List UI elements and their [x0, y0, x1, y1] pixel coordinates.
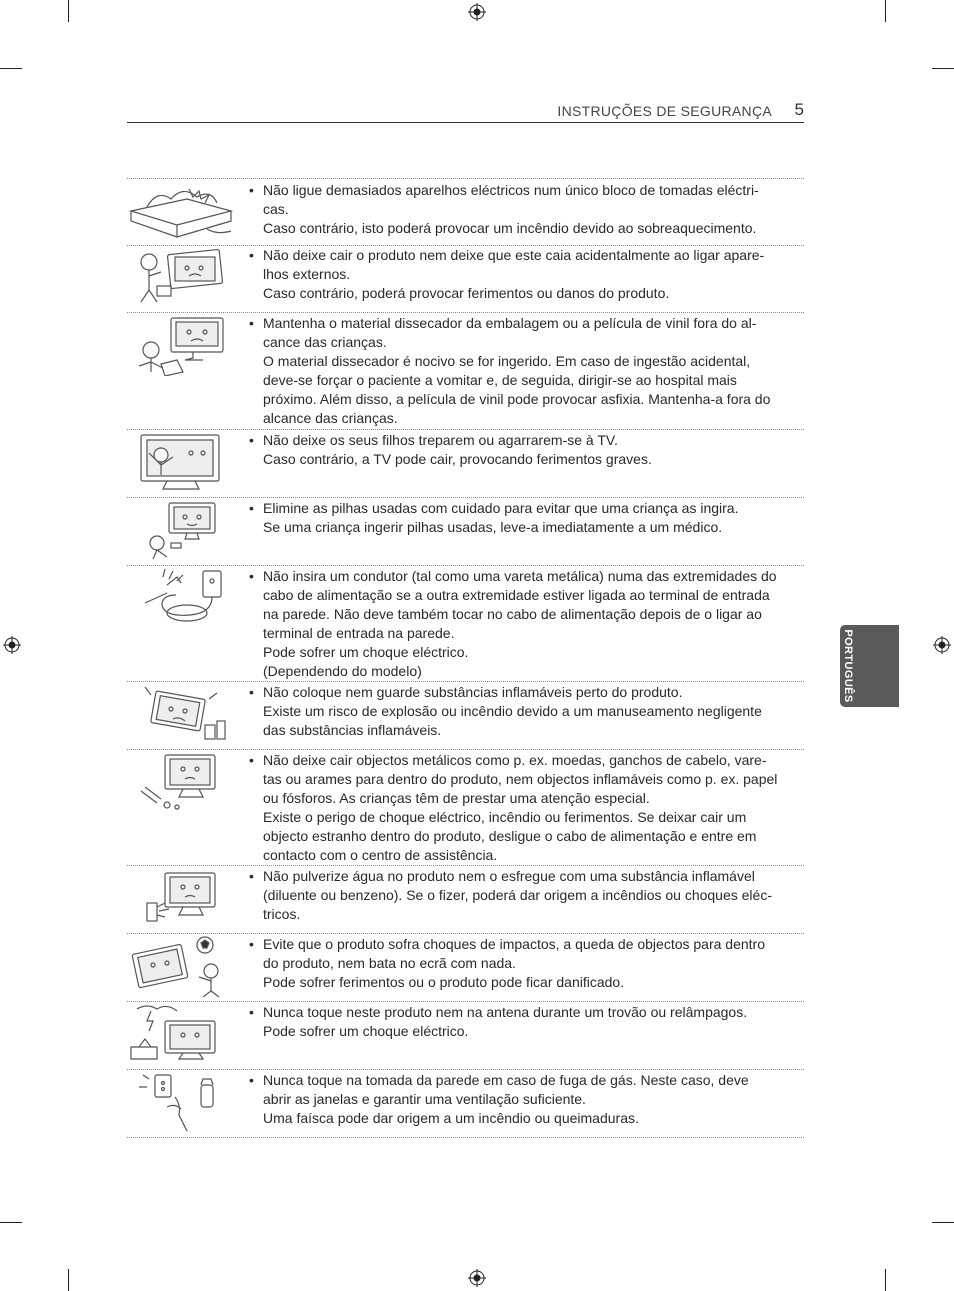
instruction-text [249, 935, 789, 992]
list-item [127, 312, 804, 430]
language-tab-label: PORTUGUÊS [842, 629, 854, 703]
child-swallowing-battery-icon [127, 499, 235, 561]
crop-mark [885, 1269, 886, 1291]
child-plastic-bag-icon [127, 314, 235, 376]
water-spray-tv-icon [127, 867, 235, 929]
text-line: Não deixe cair objectos metálicos como p. ex. moedas, ganchos de cabelo, vare- [263, 752, 767, 768]
crop-mark [0, 68, 22, 69]
metal-objects-into-tv-icon [127, 751, 235, 813]
tv-falling-child-icon [127, 246, 235, 308]
text-line: tas ou arames para dentro do produto, nem objectos inflamáveis como p. ex. papel [263, 771, 778, 788]
page-number: 5 [794, 100, 804, 119]
list-item [127, 565, 804, 682]
bullet-icon: • [249, 247, 254, 263]
text-line: Nunca toque na tomada da parede em caso de fuga de gás. Neste caso, deve [263, 1072, 749, 1088]
list-item [127, 429, 804, 498]
text-line: terminal de entrada na parede. [263, 625, 455, 642]
bullet-icon: • [249, 182, 254, 198]
text-line: cance das crianças. [263, 334, 387, 351]
text-line: (diluente ou benzeno). Se o fizer, poderá dar origem a incêndios ou choques eléc- [263, 887, 772, 904]
text-line: Pode sofrer ferimentos ou o produto pode ficar danificado. [263, 974, 625, 991]
text-line: Elimine as pilhas usadas com cuidado para evitar que uma criança as ingira. [263, 500, 739, 516]
ball-hitting-tv-icon [127, 935, 235, 997]
crop-mark [932, 1222, 954, 1223]
bullet-icon: • [249, 568, 254, 584]
text-line: na parede. Não deve também tocar no cabo de alimentação depois de o ligar ao [263, 606, 762, 623]
bullet-icon: • [249, 752, 254, 768]
text-line: Se uma criança ingerir pilhas usadas, leve-a imediatamente a um médico. [263, 519, 723, 536]
list-item [127, 1001, 804, 1070]
instruction-text [249, 683, 789, 740]
list-item [127, 497, 804, 566]
bullet-icon: • [249, 432, 254, 448]
registration-mark-icon [468, 3, 486, 21]
text-line: Não insira um condutor (tal como uma vareta metálica) numa das extremidades do [263, 568, 777, 584]
bullet-icon: • [249, 500, 254, 516]
instruction-text [249, 567, 789, 682]
text-line: cabo de alimentação se a outra extremidade estiver ligada ao terminal de entrada [263, 587, 770, 604]
text-line: cas. [263, 201, 289, 218]
crop-mark [0, 1222, 22, 1223]
lightning-storm-tv-icon [127, 1003, 235, 1065]
bullet-icon: • [249, 1004, 254, 1020]
list-item [127, 865, 804, 934]
text-line: Caso contrário, a TV pode cair, provocando ferimentos graves. [263, 451, 652, 468]
text-line: Evite que o produto sofra choques de impactos, a queda de objectos para dentro [263, 936, 766, 952]
text-line: Existe um risco de explosão ou incêndio devido a um manuseamento negligente [263, 703, 762, 720]
instruction-text [249, 751, 789, 866]
registration-mark-icon [933, 636, 951, 654]
bullet-icon: • [249, 868, 254, 884]
text-line: Não coloque nem guarde substâncias inflamáveis perto do produto. [263, 684, 683, 700]
instruction-text [249, 1071, 789, 1128]
flammable-substances-icon [127, 683, 235, 745]
text-line: ou fósforos. As crianças têm de prestar uma atenção especial. [263, 790, 650, 807]
registration-mark-icon [3, 636, 21, 654]
list-item [127, 1069, 804, 1138]
bullet-icon: • [249, 684, 254, 700]
list-item [127, 244, 804, 313]
text-line: Caso contrário, poderá provocar ferimentos ou danos do produto. [263, 285, 670, 302]
text-line: abrir as janelas e garantir uma ventilação suficiente. [263, 1091, 586, 1108]
text-line: O material dissecador é nocivo se for ingerido. Em caso de ingestão acidental, [263, 353, 751, 370]
metal-rod-in-plug-icon [127, 567, 235, 629]
text-line: Não deixe os seus filhos treparem ou agarrarem-se à TV. [263, 432, 618, 448]
instruction-text [249, 246, 789, 303]
instruction-text [249, 867, 789, 924]
bullet-icon: • [249, 1072, 254, 1088]
text-line: do produto, nem bata no ecrã com nada. [263, 955, 516, 972]
text-line: Nunca toque neste produto nem na antena durante um trovão ou relâmpagos. [263, 1004, 748, 1020]
text-line: alcance das crianças. [263, 410, 398, 427]
text-line: Pode sofrer um choque eléctrico. [263, 1023, 469, 1040]
section-title: INSTRUÇÕES DE SEGURANÇA [557, 103, 772, 119]
text-line: Mantenha o material dissecador da embalagem ou a película de vinil fora do al- [263, 315, 757, 331]
text-line: deve-se forçar o paciente a vomitar e, de seguida, dirigir-se ao hospital mais [263, 372, 737, 389]
text-line: Caso contrário, isto poderá provocar um incêndio devido ao sobreaquecimento. [263, 220, 757, 237]
text-line: Existe o perigo de choque eléctrico, incêndio ou ferimentos. Se deixar cair um [263, 809, 747, 826]
language-tab [840, 625, 899, 707]
gas-leak-outlet-icon [127, 1071, 235, 1133]
list-item [127, 933, 804, 1002]
crop-mark [68, 1269, 69, 1291]
text-line: (Dependendo do modelo) [263, 663, 422, 680]
text-line: contacto com o centro de assistência. [263, 847, 498, 864]
list-item [127, 178, 804, 246]
instruction-text [249, 181, 789, 238]
crop-mark [68, 0, 69, 22]
text-line: Não deixe cair o produto nem deixe que este caia acidentalmente ao ligar apare- [263, 247, 765, 263]
instruction-text [249, 499, 789, 537]
page-header [127, 100, 804, 123]
crop-mark [885, 0, 886, 22]
text-line: Pode sofrer um choque eléctrico. [263, 644, 469, 661]
crop-mark [932, 68, 954, 69]
list-item [127, 749, 804, 866]
text-line: Não ligue demasiados aparelhos eléctricos num único bloco de tomadas eléctri- [263, 182, 759, 198]
text-line: Não pulverize água no produto nem o esfregue com uma substância inflamável [263, 868, 755, 884]
instruction-text [249, 314, 789, 429]
child-climbing-tv-icon [127, 431, 235, 493]
text-line: próximo. Além disso, a película de vinil pode provocar asfixia. Mantenha-a fora do [263, 391, 771, 408]
registration-mark-icon [468, 1269, 486, 1287]
instruction-text [249, 431, 789, 469]
instruction-text [249, 1003, 789, 1041]
text-line: objecto estranho dentro do produto, desligue o cabo de alimentação e entre em [263, 828, 757, 845]
text-line: tricos. [263, 906, 301, 923]
power-strip-overload-icon [127, 181, 235, 243]
bullet-icon: • [249, 315, 254, 331]
text-line: lhos externos. [263, 266, 351, 283]
bullet-icon: • [249, 936, 254, 952]
list-item [127, 681, 804, 750]
text-line: das substâncias inflamáveis. [263, 722, 442, 739]
text-line: Uma faísca pode dar origem a um incêndio ou queimaduras. [263, 1110, 639, 1127]
